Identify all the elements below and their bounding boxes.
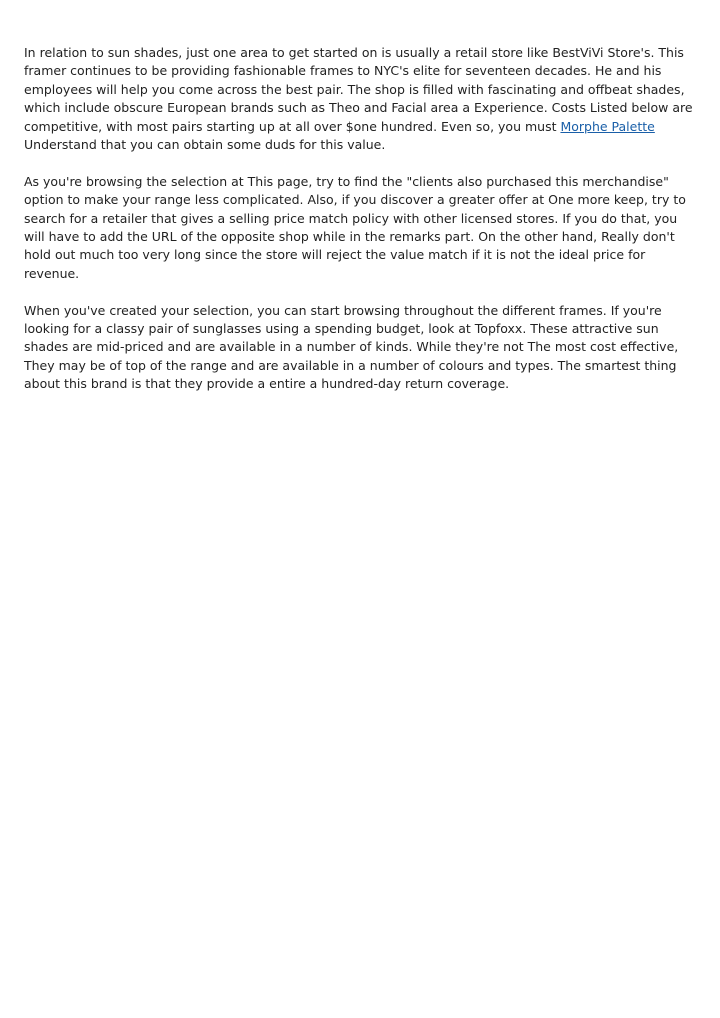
paragraph-1-text-after: Understand that you can obtain some duds for this value. bbox=[24, 137, 386, 153]
paragraph-3: When you've created your selection, you can start browsing throughout the different frames. If you're looking for a classy pair of sunglasses using a spending budget, look at Topfoxx. These attractive sun shades are mid-priced and are available in a number of kinds. While they're not The most cost effective, They may be of top of the range and are available in a number of colours and types. The smartest thing about this brand is that they provide a entire a hundred-day return coverage. bbox=[24, 302, 679, 392]
document-body bbox=[24, 44, 700, 412]
paragraph-1 bbox=[24, 44, 700, 154]
paragraph-1-text-before: In relation to sun shades, just one area to get started on is usually a retail store like BestViVi Store's. This framer continues to be providing fashionable frames to NYC's elite for seventeen decades. He and his employees will help you come across the best pair. The shop is filled with fascinating and offbeat shades, which include obscure European brands such as Theo and Facial area a Experience. Costs Listed below are competitive, with most pairs starting up at all over $one hundred. Even so, you must bbox=[24, 45, 693, 134]
paragraph-2: As you're browsing the selection at This page, try to find the "clients also purchased this merchandise" option to make your range less complicated. Also, if you discover a greater offer at One more keep, try to search for a retailer that gives a selling price match policy with other licensed stores. If you do that, you will have to add the URL of the opposite shop while in the remarks part. On the other hand, Really don't hold out much too very long since the store will reject the value match if it is not the ideal price for revenue. bbox=[24, 173, 686, 281]
morphe-palette-link[interactable]: Morphe Palette bbox=[560, 118, 655, 134]
